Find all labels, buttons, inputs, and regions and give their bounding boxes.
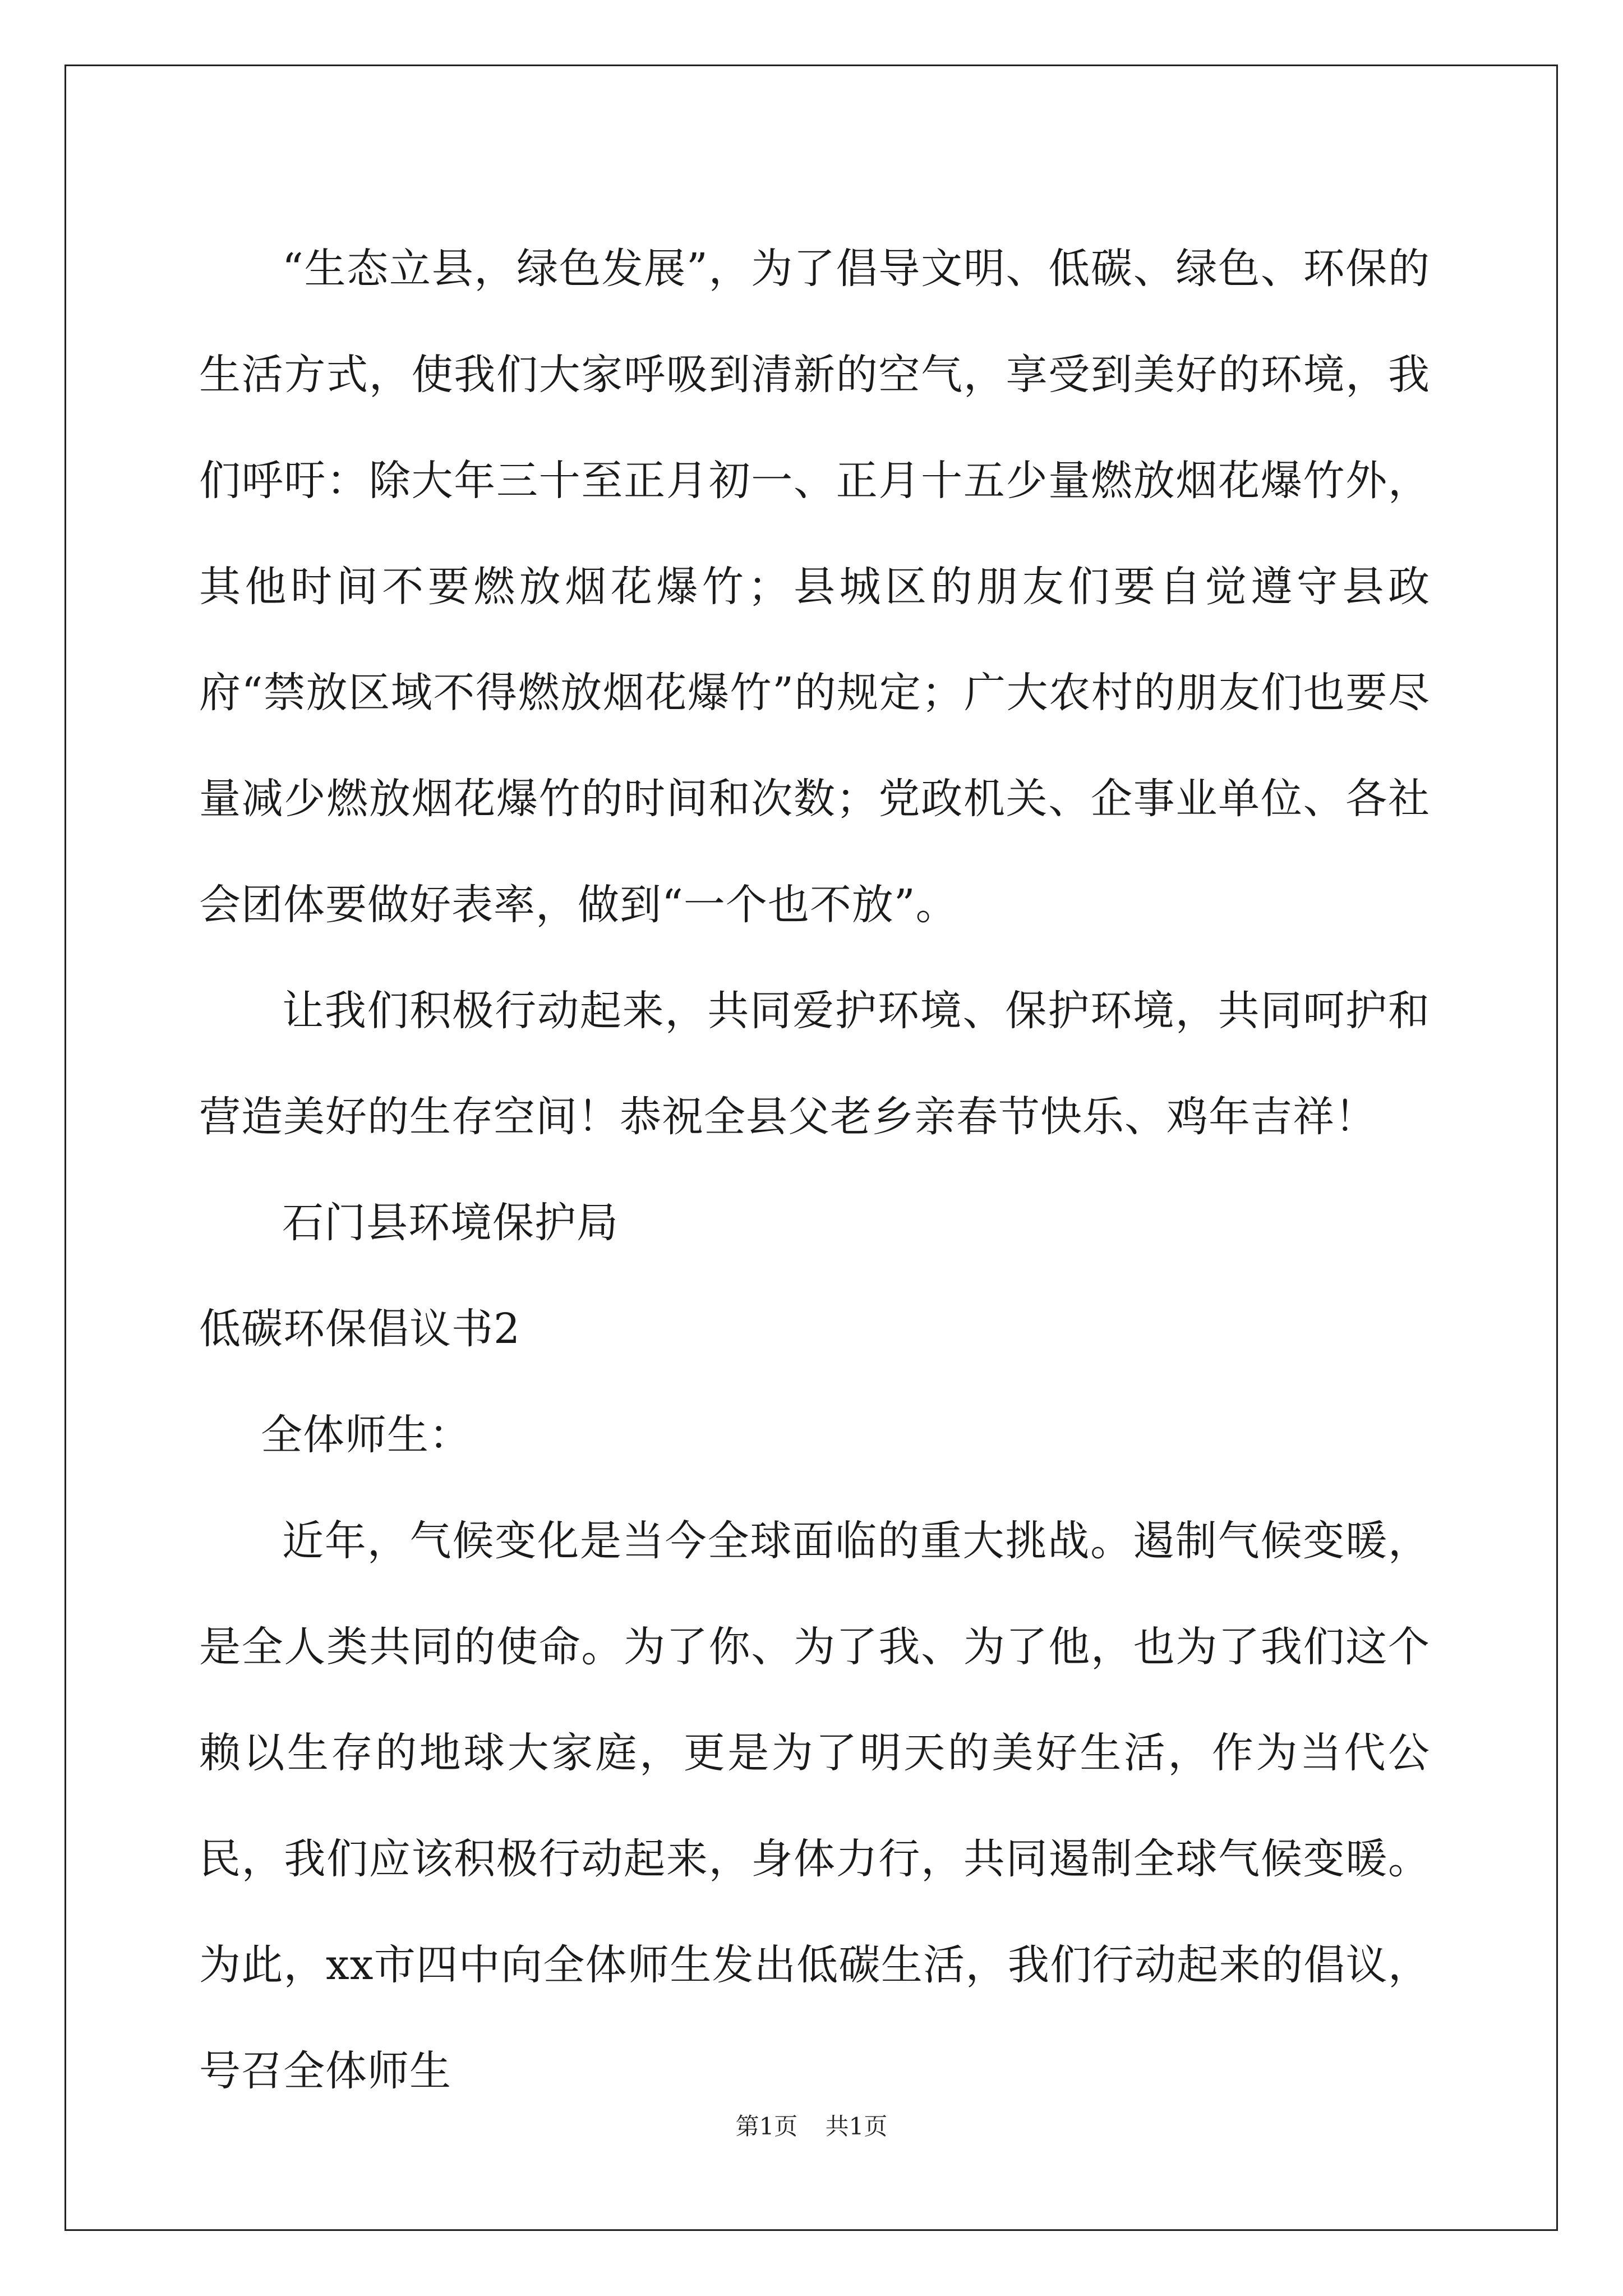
document-body	[199, 216, 1430, 2124]
page-footer	[0, 2108, 1623, 2142]
section-heading: 低碳环保倡议书2	[199, 1305, 521, 1353]
paragraph-signature: 石门县环境保护局	[282, 1199, 619, 1247]
paragraph-salutation: 全体师生：	[261, 1411, 471, 1459]
paragraph-call-to-action: 让我们积极行动起来，共同爱护环境、保护环境，共同呵护和营造美好的生存空间！恭祝全县父老乡亲春节快乐、鸡年吉祥！	[199, 987, 1430, 1141]
page-total: 共1页	[825, 2113, 888, 2140]
page-number: 第1页	[735, 2113, 798, 2140]
paragraph-body: 近年，气候变化是当今全球面临的重大挑战。遏制气候变暖，是全人类共同的使命。为了你、为了我、为了他，也为了我们这个赖以生存的地球大家庭，更是为了明天的美好生活，作为当代公民，我们应该积极行动起来，身体力行，共同遏制全球气候变暖。为此，xx市四中向全体师生发出低碳生活，我们行动起来的倡议，号召全体师生	[199, 1517, 1430, 2095]
paragraph-appeal: “生态立县，绿色发展”，为了倡导文明、低碳、绿色、环保的生活方式，使我们大家呼吸到清新的空气，享受到美好的环境，我们呼吁：除大年三十至正月初一、正月十五少量燃放烟花爆竹外，其他时间不要燃放烟花爆竹；县城区的朋友们要自觉遵守县政府“禁放区域不得燃放烟花爆竹”的规定；广大农村的朋友们也要尽量减少燃放烟花爆竹的时间和次数；党政机关、企事业单位、各社会团体要做好表率，做到“一个也不放”。	[199, 245, 1430, 929]
